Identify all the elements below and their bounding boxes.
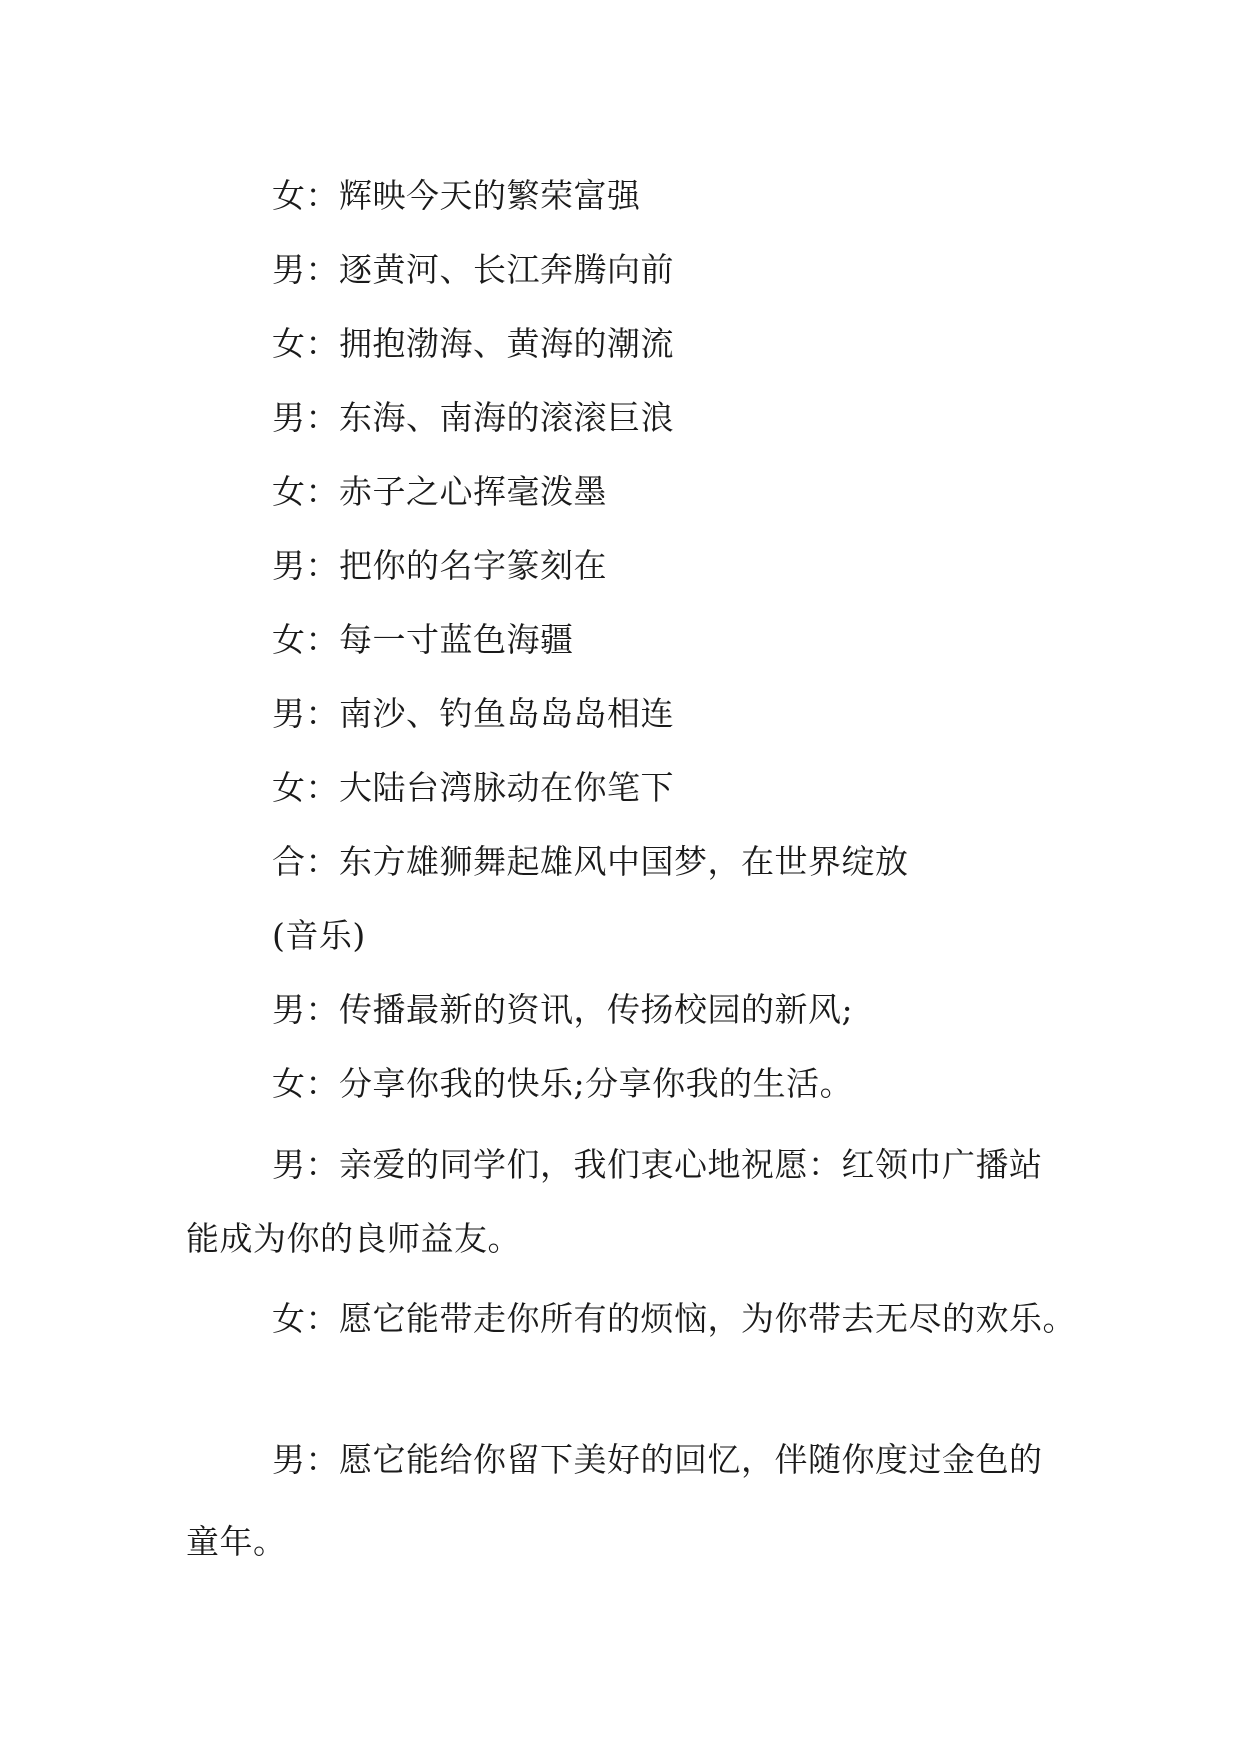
script-line: 合：东方雄狮舞起雄风中国梦，在世界绽放	[272, 842, 909, 881]
script-line-continuation: 能成为你的良师益友。	[186, 1219, 521, 1258]
script-line: 女：每一寸蓝色海疆	[272, 620, 574, 659]
script-line: 女：辉映今天的繁荣富强	[272, 176, 641, 215]
script-line: 女：大陆台湾脉动在你笔下	[272, 768, 674, 807]
script-line: 男：把你的名字篆刻在	[272, 546, 607, 585]
script-line: 男：逐黄河、长江奔腾向前	[272, 250, 674, 289]
script-line: 男：南沙、钓鱼岛岛岛相连	[272, 694, 674, 733]
script-line: 男：亲爱的同学们，我们衷心地祝愿：红领巾广播站	[272, 1145, 1043, 1184]
script-line: 男：愿它能给你留下美好的回忆，伴随你度过金色的	[272, 1440, 1043, 1479]
script-line: 男：传播最新的资讯，传扬校园的新风;	[272, 990, 854, 1029]
script-line: 女：愿它能带走你所有的烦恼，为你带去无尽的欢乐。	[272, 1299, 1076, 1338]
script-line: 女：拥抱渤海、黄海的潮流	[272, 324, 674, 363]
stage-direction: (音乐)	[272, 916, 366, 955]
script-line: 男：东海、南海的滚滚巨浪	[272, 398, 674, 437]
script-line: 女：赤子之心挥毫泼墨	[272, 472, 607, 511]
script-line: 女：分享你我的快乐;分享你我的生活。	[272, 1064, 854, 1103]
script-line-continuation: 童年。	[186, 1522, 287, 1561]
